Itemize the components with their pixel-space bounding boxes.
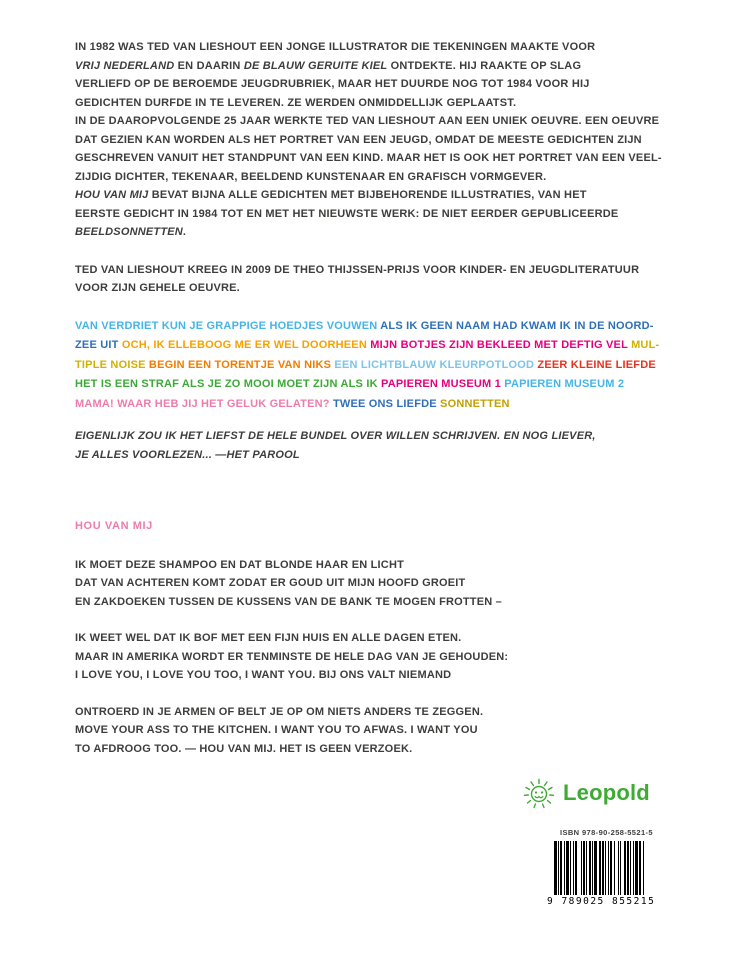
isbn-block: [547, 828, 656, 907]
poem-line: MAAR IN AMERIKA WORDT ER TENMINSTE DE HELE DAG VAN JE GEHOUDEN:: [75, 650, 509, 663]
poem-line: DAT VAN ACHTEREN KOMT ZODAT ER GOUD UIT MIJN HOOFD GROEIT: [75, 577, 466, 589]
text-line: [75, 94, 671, 113]
barcode: [547, 841, 656, 907]
prize-paragraph: [75, 261, 671, 298]
book-title-segment: MAMA! WAAR HEB JIJ HET GELUK GELATEN?: [75, 397, 333, 410]
barcode-digits: 9 789025 855215: [547, 896, 656, 907]
text-line: [75, 223, 671, 242]
text-line: [75, 186, 671, 205]
text-segment: TED VAN LIESHOUT KREEG IN 2009 DE THEO THIJSSEN-PRIJS VOOR KINDER- EN JEUGDLITERATUUR: [75, 263, 640, 276]
text-line: [75, 131, 671, 150]
text-line: [75, 168, 671, 187]
cover-text-column: [75, 38, 671, 758]
poem-stanza: [75, 556, 671, 612]
text-line: [75, 375, 671, 395]
book-title-segment: OCH, IK ELLEBOOG ME ER WEL DOORHEEN: [121, 339, 371, 351]
book-title-segment: VAN VERDRIET KUN JE GRAPPIGE HOEDJES VOUWEN: [75, 319, 381, 332]
poem-line: I LOVE YOU, I LOVE YOU TOO, I WANT YOU. BIJ ONS VALT NIEMAND: [75, 669, 452, 681]
text-segment: VOOR ZIJN GEHELE OEUVRE.: [75, 282, 240, 294]
text-line: [75, 75, 671, 94]
poem-line: EN ZAKDOEKEN TUSSEN DE KUSSENS VAN DE BANK TE MOGEN FROTTEN –: [75, 595, 502, 608]
isbn-label: ISBN 978-90-258-5521-5: [559, 828, 653, 837]
book-title-segment: ZEER KLEINE LIEFDE: [537, 358, 656, 371]
text-segment: EN DAARIN: [174, 59, 244, 72]
text-line: [75, 112, 671, 131]
book-title-segment: MIJN BOTJES ZIJN BEKLEED MET DEFTIG VEL: [370, 339, 632, 351]
text-segment: GEDICHTEN DURFDE IN TE LEVEREN. ZE WERDEN ONMIDDELLIJK GEPLAATST.: [75, 96, 517, 109]
text-segment: .: [182, 226, 187, 238]
text-segment: VERLIEFD OP DE BEROEMDE JEUGDRUBRIEK, MAAR HET DUURDE NOG TOT 1984 VOOR HIJ: [75, 78, 590, 90]
text-segment: DAT GEZIEN KAN WORDEN ALS HET PORTRET VAN EEN JEUGD, OMDAT DE MEESTE GEDICHTEN ZIJN: [75, 133, 642, 146]
text-segment: VRIJ NEDERLAND: [75, 59, 175, 72]
poem-stanza: [75, 629, 671, 685]
intro-paragraph: [75, 38, 671, 242]
text-line: [75, 205, 671, 224]
text-line: [75, 57, 671, 76]
book-title-segment: SONNETTEN: [440, 397, 510, 410]
text-line: [75, 356, 671, 376]
text-segment: EIGENLIJK ZOU IK HET LIEFST DE HELE BUNDEL OVER WILLEN SCHRIJVEN. EN NOG LIEVER,: [75, 430, 596, 442]
text-line: [75, 279, 671, 298]
text-line: [75, 427, 671, 446]
text-segment: JE ALLES VOORLEZEN... —HET PAROOL: [75, 448, 300, 461]
poem-line: MOVE YOUR ASS TO THE KITCHEN. I WANT YOU TO AFWAS. I WANT YOU: [75, 724, 478, 736]
text-line: [75, 149, 671, 168]
book-title-segment: EEN LICHTBLAUW KLEURPOTLOOD: [334, 358, 538, 371]
barcode-gap: [644, 841, 645, 895]
publisher-name: Leopold: [563, 780, 650, 805]
barcode-bars: [547, 841, 653, 895]
poem: [75, 556, 671, 759]
text-segment: GESCHREVEN VANUIT HET STANDPUNT VAN EEN KIND. MAAR HET IS OOK HET PORTRET VAN EEN VEEL-: [75, 152, 662, 164]
book-title-segment: BEGIN EEN TORENTJE VAN NIKS: [148, 358, 335, 371]
text-line: [75, 317, 671, 337]
poem-line: TO AFDROOG TOO. — HOU VAN MIJ. HET IS GEEN VERZOEK.: [75, 742, 413, 755]
text-segment: BEVAT BIJNA ALLE GEDICHTEN MET BIJBEHORENDE ILLUSTRATIES, VAN HET: [148, 189, 587, 201]
text-line: [75, 395, 671, 415]
book-title-segment: PAPIEREN MUSEUM 1: [381, 378, 505, 390]
text-line: [75, 336, 671, 356]
book-title-segment: MUL-: [631, 339, 660, 351]
book-title-segment: PAPIEREN MUSEUM 2: [504, 378, 625, 390]
bibliography-titles: [75, 317, 671, 415]
poem-stanza: [75, 703, 671, 759]
leopold-lion-icon: [522, 776, 556, 810]
text-segment: IN DE DAAROPVOLGENDE 25 JAAR WERKTE TED VAN LIESHOUT AAN EEN UNIEK OEUVRE. EEN OEUVRE: [75, 115, 660, 127]
book-title-segment: ZEE UIT: [75, 339, 122, 351]
text-segment: ZIJDIG DICHTER, TEKENAAR, BEELDEND KUNSTENAAR EN GRAFISCH VORMGEVER.: [75, 170, 547, 183]
text-segment: EERSTE GEDICHT IN 1984 TOT EN MET HET NIEUWSTE WERK: DE NIET EERDER GEPUBLICEERDE: [75, 207, 619, 220]
poem-line: ONTROERD IN JE ARMEN OF BELT JE OP OM NIETS ANDERS TE ZEGGEN.: [75, 705, 484, 718]
publisher-block: [522, 776, 650, 810]
text-line: [75, 261, 671, 280]
book-title-segment: ALS IK GEEN NAAM HAD KWAM IK IN DE NOORD-: [380, 319, 654, 332]
book-title-segment: HET IS EEN STRAF ALS JE ZO MOOI MOET ZIJN ALS IK: [75, 378, 382, 390]
text-segment: IN 1982 WAS TED VAN LIESHOUT EEN JONGE ILLUSTRATOR DIE TEKENINGEN MAAKTE VOOR: [75, 41, 596, 53]
text-line: [75, 38, 671, 57]
text-segment: HOU VAN MIJ: [75, 189, 149, 201]
text-segment: DE BLAUW GERUITE KIEL: [243, 59, 388, 72]
text-segment: BEELDSONNETTEN: [75, 226, 183, 238]
text-line: [75, 446, 671, 465]
text-segment: ONTDEKTE. HIJ RAAKTE OP SLAG: [387, 59, 582, 72]
press-quote: [75, 427, 671, 464]
poem-line: IK MOET DEZE SHAMPOO EN DAT BLONDE HAAR EN LICHT: [75, 558, 405, 571]
book-title-segment: TWEE ONS LIEFDE: [332, 397, 441, 410]
poem-title: HOU VAN MIJ: [75, 520, 153, 532]
book-title-segment: TIPLE NOISE: [75, 358, 149, 371]
poem-line: IK WEET WEL DAT IK BOF MET EEN FIJN HUIS EN ALLE DAGEN ETEN.: [75, 632, 462, 644]
